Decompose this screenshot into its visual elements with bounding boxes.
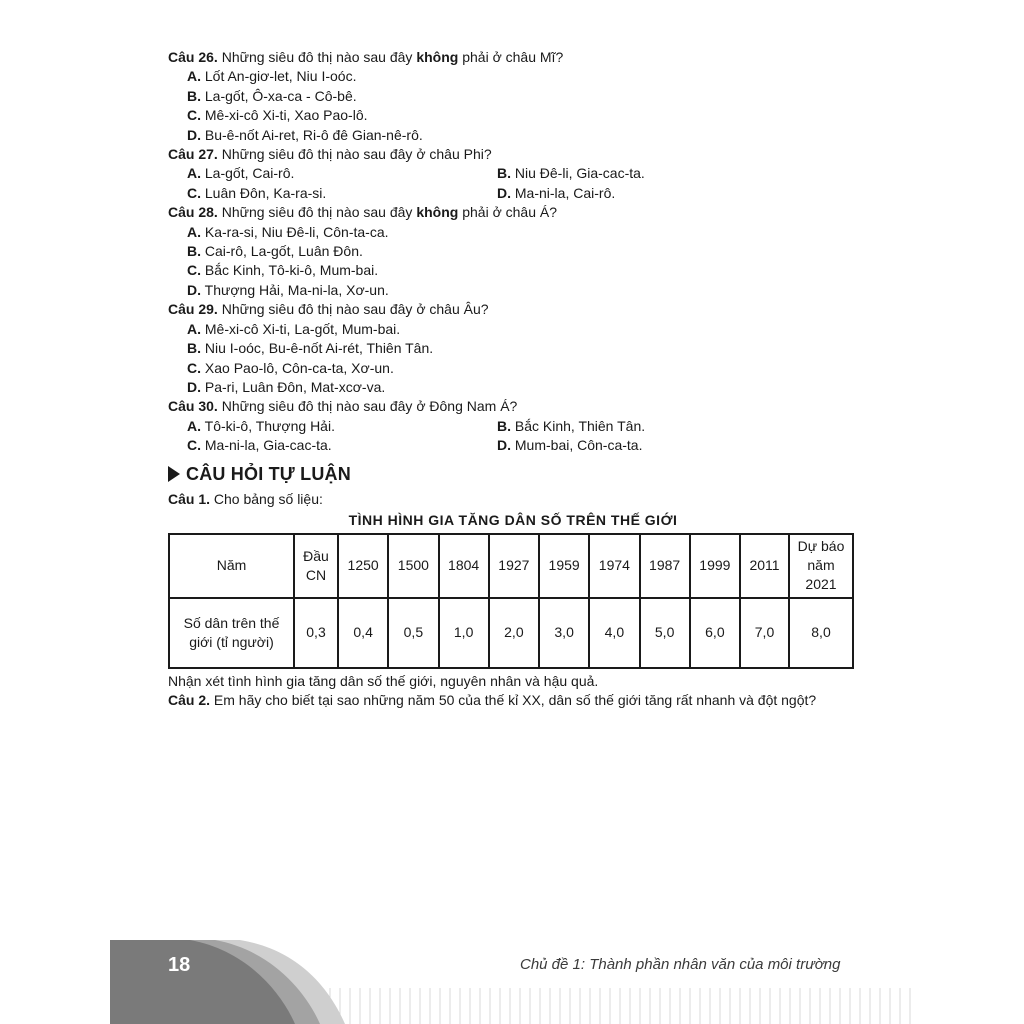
question-26: Câu 26. Những siêu đô thị nào sau đây không phải ở châu Mĩ?	[168, 49, 564, 65]
option-26-b: B. La-gốt, Ô-xa-ca - Cô-bê.	[187, 87, 357, 104]
option-29-d: D. Pa-ri, Luân Đôn, Mat-xcơ-va.	[187, 378, 386, 395]
table-cell: Đầu CN	[294, 534, 338, 598]
table-cell: 1974	[589, 534, 639, 598]
question-30: Câu 30. Những siêu đô thị nào sau đây ở Đông Nam Á?	[168, 398, 518, 415]
option-28-d: D. Thượng Hải, Ma-ni-la, Xơ-un.	[187, 281, 389, 298]
table-cell: 1804	[439, 534, 489, 598]
table-cell: 0,3	[294, 598, 338, 668]
option-26-a: A. Lốt An-giơ-let, Niu I-oóc.	[187, 68, 357, 85]
table-cell: 5,0	[640, 598, 690, 668]
options-27-ab	[187, 164, 858, 183]
option-27-d: D. Ma-ni-la, Cai-rô.	[497, 184, 616, 201]
table-cell: 2011	[740, 534, 789, 598]
table-cell: 7,0	[740, 598, 789, 668]
table-cell: 3,0	[539, 598, 589, 668]
option-27-c: C. Luân Đôn, Ka-ra-si.	[187, 184, 327, 201]
options-27-cd	[187, 184, 858, 203]
option-28-c: C. Bắc Kinh, Tô-ki-ô, Mum-bai.	[187, 262, 379, 279]
table-cell: 1927	[489, 534, 539, 598]
page-number: 18	[168, 954, 191, 976]
arrow-right-icon	[168, 466, 180, 482]
table-cell: 1987	[640, 534, 690, 598]
table-cell: Dự báo năm 2021	[789, 534, 853, 598]
options-30-ab	[187, 417, 858, 436]
option-30-c: C. Ma-ni-la, Gia-cac-ta.	[187, 437, 332, 454]
option-29-a: A. Mê-xi-cô Xi-ti, La-gốt, Mum-bai.	[187, 320, 401, 337]
table-cell: 0,5	[388, 598, 438, 668]
option-28-a: A. Ka-ra-si, Niu Đê-li, Côn-ta-ca.	[187, 223, 389, 240]
section-heading: CÂU HỎI TỰ LUẬN	[168, 465, 858, 484]
table-cell: 1250	[338, 534, 388, 598]
table-header-row	[169, 534, 853, 598]
footer-stripes	[330, 988, 910, 1024]
table-cell: 2,0	[489, 598, 539, 668]
document-body	[168, 48, 858, 711]
table-row	[169, 598, 853, 668]
table-cell: 1,0	[439, 598, 489, 668]
table-cell: Năm	[169, 534, 294, 598]
table-title: TÌNH HÌNH GIA TĂNG DÂN SỐ TRÊN THẾ GIỚI	[348, 512, 678, 529]
footer-band	[0, 940, 1024, 1024]
table-cell: 0,4	[338, 598, 388, 668]
table-cell: 1959	[539, 534, 589, 598]
population-table	[168, 533, 854, 669]
table-cell: 4,0	[589, 598, 639, 668]
essay-question-1: Câu 1. Cho bảng số liệu:	[168, 490, 323, 507]
option-30-a: A. Tô-ki-ô, Thượng Hải.	[187, 417, 335, 434]
table-cell: 8,0	[789, 598, 853, 668]
table-cell: 1500	[388, 534, 438, 598]
option-29-c: C. Xao Pao-lô, Côn-ca-ta, Xơ-un.	[187, 359, 394, 376]
option-30-d: D. Mum-bai, Côn-ca-ta.	[497, 437, 643, 454]
option-27-b: B. Niu Đê-li, Gia-cac-ta.	[497, 165, 645, 182]
table-cell: Số dân trên thế giới (tỉ người)	[169, 598, 294, 668]
option-28-b: B. Cai-rô, La-gốt, Luân Đôn.	[187, 243, 363, 260]
table-cell: 1999	[690, 534, 740, 598]
chapter-title: Chủ đề 1: Thành phần nhân văn của môi trường	[520, 956, 841, 973]
essay-question-2: Câu 2. Em hãy cho biết tại sao những năm 50 của thế kỉ XX, dân số thế giới tăng rất nhanh và đột ngột?	[168, 692, 817, 709]
option-26-c: C. Mê-xi-cô Xi-ti, Xao Pao-lô.	[187, 107, 368, 124]
options-30-cd	[187, 436, 858, 455]
option-29-b: B. Niu I-oóc, Bu-ê-nốt Ai-rét, Thiên Tân.	[187, 340, 434, 357]
option-27-a: A. La-gốt, Cai-rô.	[187, 165, 295, 182]
question-29: Câu 29. Những siêu đô thị nào sau đây ở châu Âu?	[168, 301, 489, 318]
option-30-b: B. Bắc Kinh, Thiên Tân.	[497, 417, 646, 434]
question-28: Câu 28. Những siêu đô thị nào sau đây không phải ở châu Á?	[168, 204, 558, 221]
option-26-d: D. Bu-ê-nốt Ai-ret, Ri-ô đê Gian-nê-rô.	[187, 126, 423, 143]
table-cell: 6,0	[690, 598, 740, 668]
question-27: Câu 27. Những siêu đô thị nào sau đây ở châu Phi?	[168, 146, 492, 163]
table-note: Nhận xét tình hình gia tăng dân số thế giới, nguyên nhân và hậu quả.	[168, 672, 599, 689]
